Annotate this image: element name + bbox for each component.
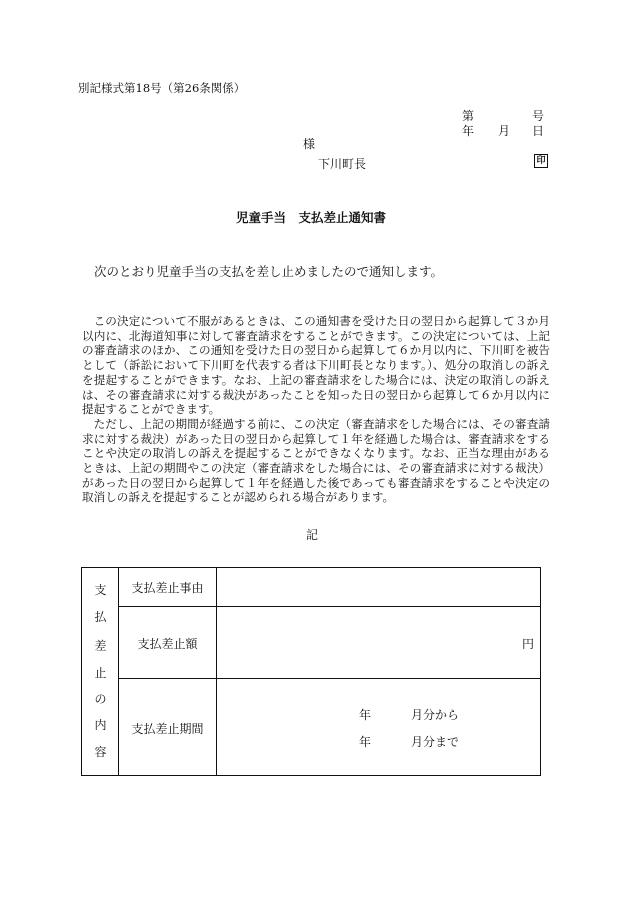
period-end-year: 年 [359, 735, 372, 749]
appeal-notice [82, 314, 550, 505]
appeal-paragraph-2: ただし、上記の期間が経過する前に、この決定（審査請求をした場合には、その審査請求に対する裁決）があった日の翌日から起算して１年を経過した場合は、審査請求をすることや決定の取消しの訴えを提起することができなくなります。なお、正当な理由があるときは、上記の期間やこの決定（審査請求をした場合には、その審査請求に対する裁決）があった日の翌日から起算して１年を経過した後であっても審査請求をすることや決定の取消しの訴えを提起することが認められる場合があります。 [82, 416, 550, 505]
form-number: 別記様式第18号（第26条関係） [78, 81, 246, 95]
vertical-char: 止 [94, 666, 107, 680]
document-title: 児童手当 支払差止通知書 [236, 210, 387, 225]
amount-label: 支払差止額 [137, 637, 198, 651]
period-label: 支払差止期間 [131, 722, 204, 736]
period-start-month: 月分から [411, 708, 460, 722]
period-start-year: 年 [359, 708, 372, 722]
appeal-paragraph-1: この決定について不服があるときは、この通知書を受けた日の翌日から起算して３か月以内に、北海道知事に対して審査請求をすることができます。この決定については、上記の審査請求のほか、この通知を受けた日の翌日から起算して６か月以内に、下川町を被告として（訴訟において下川町を代表する者は下川町長となります。）、処分の取消しの訴えを提起することができます。なお、上記の審査請求をした場合には、決定の取消しの訴えは、その審査請求に対する裁決があったことを知った日の翌日から起算して６か月以内に提起することができます。 [82, 314, 550, 417]
recipient-honorific: 様 [303, 137, 316, 151]
vertical-header-column [82, 568, 119, 775]
ki-heading: 記 [306, 528, 319, 542]
vertical-char: 内 [94, 718, 107, 732]
document-number-label: 第 [462, 109, 475, 123]
issuer-name: 下川町長 [318, 157, 367, 171]
vertical-char: 差 [94, 639, 107, 653]
document-number-suffix: 号 [532, 109, 545, 123]
row-divider [119, 606, 540, 607]
suspension-details-table [81, 567, 541, 776]
amount-unit: 円 [521, 637, 534, 651]
intro-text: 次のとおり児童手当の支払を差し止めましたので通知します。 [94, 264, 444, 279]
date-day-label: 日 [532, 124, 545, 138]
date-month-label: 月 [498, 124, 511, 138]
date-year-label: 年 [462, 124, 475, 138]
vertical-char: 払 [94, 610, 107, 624]
reason-label: 支払差止事由 [131, 581, 204, 595]
column-divider [216, 568, 217, 775]
vertical-char: 支 [94, 583, 107, 597]
vertical-char: の [94, 692, 107, 706]
vertical-char: 容 [94, 745, 107, 759]
row-divider [119, 678, 540, 679]
period-end-month: 月分まで [411, 735, 460, 749]
seal-stamp: 印 [534, 154, 548, 168]
